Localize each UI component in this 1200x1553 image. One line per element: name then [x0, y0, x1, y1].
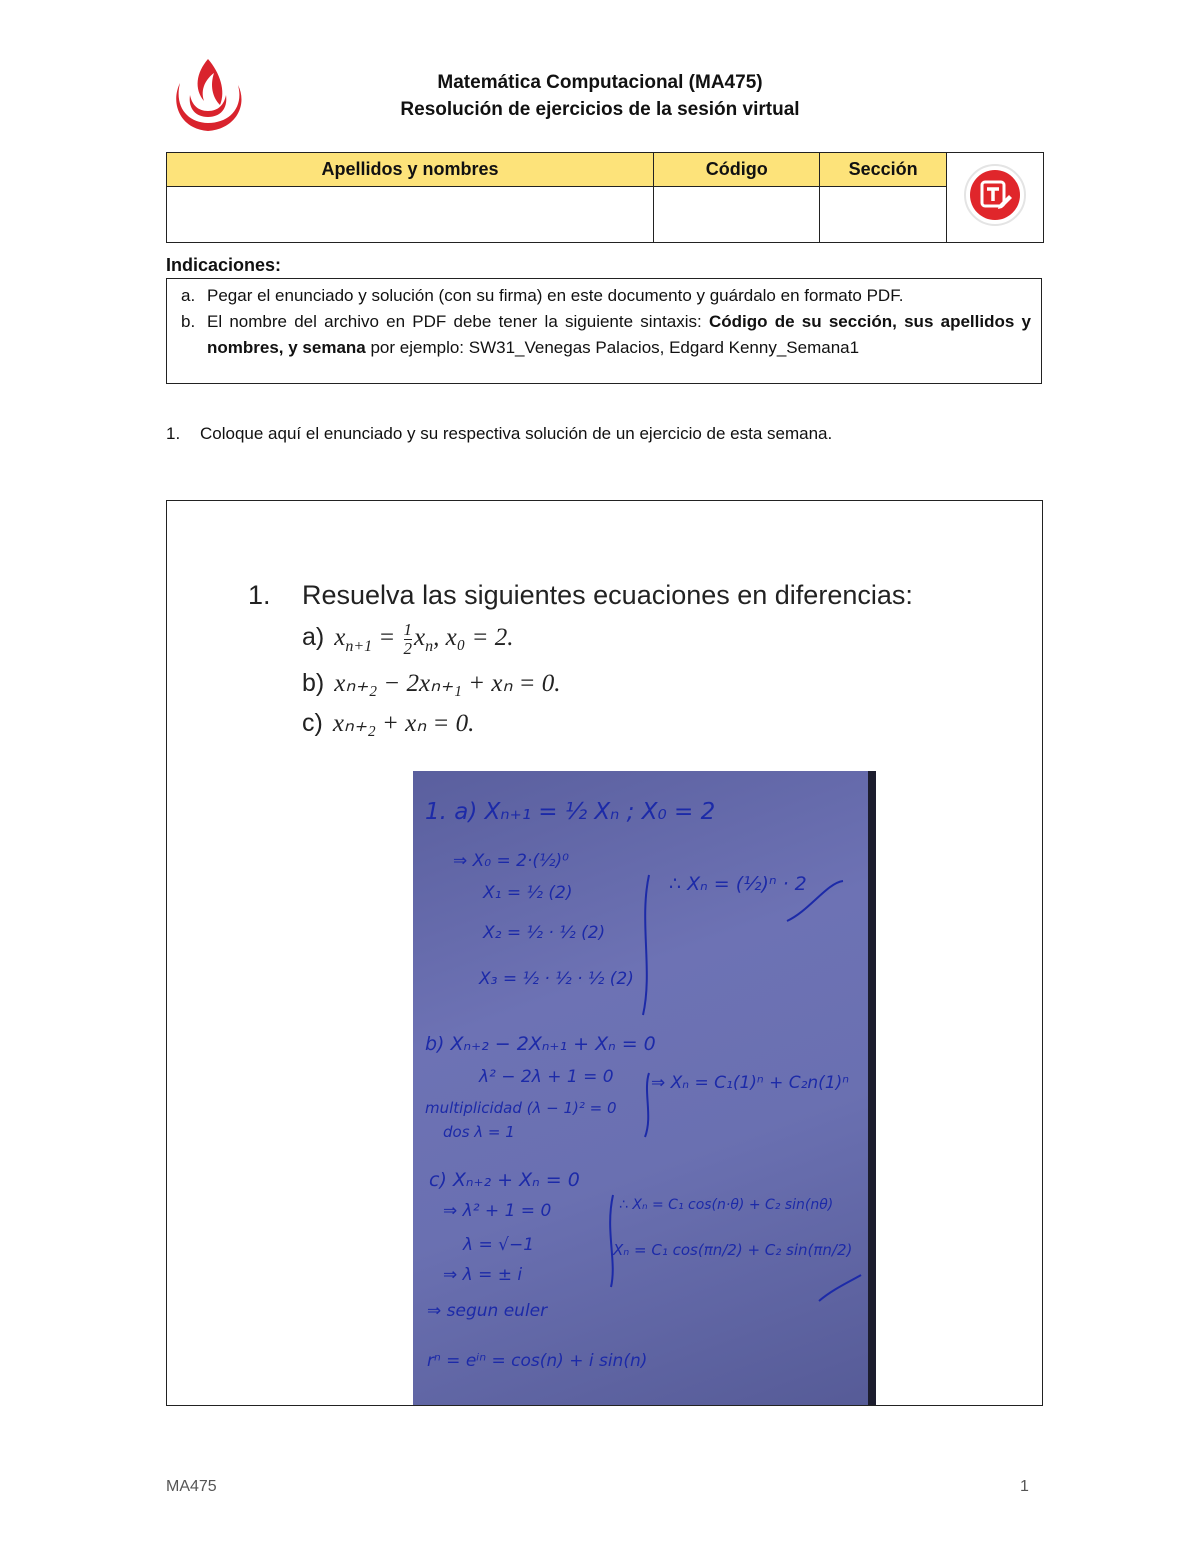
- footer-page-number: 1: [1020, 1478, 1029, 1495]
- indication-text: Pegar el enunciado y solución (con su firma) en este documento y guárdalo en formato PDF.: [207, 286, 904, 305]
- item-label: b): [302, 669, 325, 697]
- indication-text-bold: Código de su sección, sus apellidos y nombres, y semana: [207, 312, 1031, 357]
- item-b-expr: xₙ₊₂ − 2xₙ₊₁ + xₙ = 0.: [334, 670, 561, 697]
- hw-line: X₃ = ½ · ½ · ½ (2): [479, 969, 634, 989]
- student-name-field[interactable]: [167, 187, 654, 243]
- handwritten-solution-photo: [413, 771, 876, 1405]
- hw-brackets: [413, 771, 876, 1405]
- indications-label: Indicaciones:: [166, 255, 282, 275]
- hw-line: ⇒ Xₙ = C₁(1)ⁿ + C₂n(1)ⁿ: [651, 1073, 850, 1093]
- problem-item-b: [302, 668, 913, 698]
- hw-line: 1. a) Xₙ₊₁ = ½ Xₙ ; X₀ = 2: [425, 799, 716, 825]
- document-subtitle: Resolución de ejercicios de la sesión virtual: [400, 99, 800, 120]
- question-number: 1.: [166, 424, 181, 443]
- header-code: Código: [654, 153, 820, 187]
- problem-title: [248, 580, 913, 611]
- hw-line: rⁿ = eⁱⁿ = cos(n) + i sin(n): [427, 1351, 648, 1371]
- hw-line: ⇒ X₀ = 2·(½)⁰: [453, 851, 569, 871]
- item-label: c): [302, 709, 323, 737]
- student-info-table: [166, 152, 1044, 243]
- item-label: a): [302, 623, 325, 652]
- student-code-field[interactable]: [654, 187, 820, 243]
- hw-line: X₁ = ½ (2): [483, 883, 573, 903]
- header-name: Apellidos y nombres: [167, 153, 654, 187]
- indications-box: [166, 278, 1042, 384]
- question-text: Coloque aquí el enunciado y su respectiva solución de un ejercicio de esta semana.: [200, 424, 833, 443]
- student-section-field[interactable]: [820, 187, 946, 243]
- problem-title-text: Resuelva las siguientes ecuaciones en diferencias:: [302, 580, 913, 610]
- hw-line: Xₙ = C₁ cos(πn/2) + C₂ sin(πn/2): [613, 1241, 853, 1259]
- hw-line: ∴ Xₙ = C₁ cos(n·θ) + C₂ sin(nθ): [619, 1197, 834, 1213]
- problem-statement: [248, 580, 913, 738]
- hw-line: ⇒ λ = ± i: [443, 1265, 523, 1285]
- hw-line: multiplicidad (λ − 1)² = 0: [425, 1099, 617, 1117]
- document-title: Matemática Computacional (MA475): [437, 72, 763, 93]
- hw-line: λ² − 2λ + 1 = 0: [479, 1067, 614, 1087]
- hw-line: b) Xₙ₊₂ − 2Xₙ₊₁ + Xₙ = 0: [425, 1033, 656, 1055]
- indication-text-end: por ejemplo: SW31_Venegas Palacios, Edgard Kenny_Semana1: [365, 338, 860, 357]
- turnitin-cell: [946, 153, 1043, 243]
- indication-text: [207, 309, 1031, 361]
- indication-item-a: [181, 283, 1031, 309]
- fraction-half: $\frac{1}{2}$: [403, 620, 413, 658]
- hw-line: ∴ Xₙ = (½)ⁿ · 2: [669, 873, 807, 895]
- item-a-tail: x₀ = 2.: [445, 624, 514, 652]
- problem-item-c: [302, 708, 913, 738]
- indication-item-b: [181, 309, 1031, 361]
- hw-line: ⇒ segun euler: [427, 1301, 548, 1321]
- indication-marker: b.: [181, 312, 196, 331]
- upc-logo: [166, 55, 250, 135]
- turnitin-icon: [963, 163, 1027, 227]
- item-c-expr: xₙ₊₂ + xₙ = 0.: [332, 710, 475, 737]
- hw-line: c) Xₙ₊₂ + Xₙ = 0: [429, 1169, 580, 1191]
- footer-course-code: MA475: [166, 1478, 217, 1495]
- header-section: Sección: [820, 153, 946, 187]
- hw-line: X₂ = ½ · ½ (2): [483, 923, 606, 943]
- indication-marker: a.: [181, 286, 196, 305]
- question-1: [166, 424, 832, 444]
- problem-number: 1.: [248, 580, 271, 610]
- problem-item-a: a) $x_{n+1}$ = $\frac{1}{2}$ $x_n$, x₀ = 2.: [302, 620, 514, 658]
- hw-line: ⇒ λ² + 1 = 0: [443, 1201, 552, 1221]
- hw-line: dos λ = 1: [443, 1123, 515, 1141]
- indication-text-start: El nombre del archivo en PDF debe tener la siguiente sintaxis:: [207, 312, 709, 331]
- hw-line: λ = √−1: [463, 1235, 535, 1255]
